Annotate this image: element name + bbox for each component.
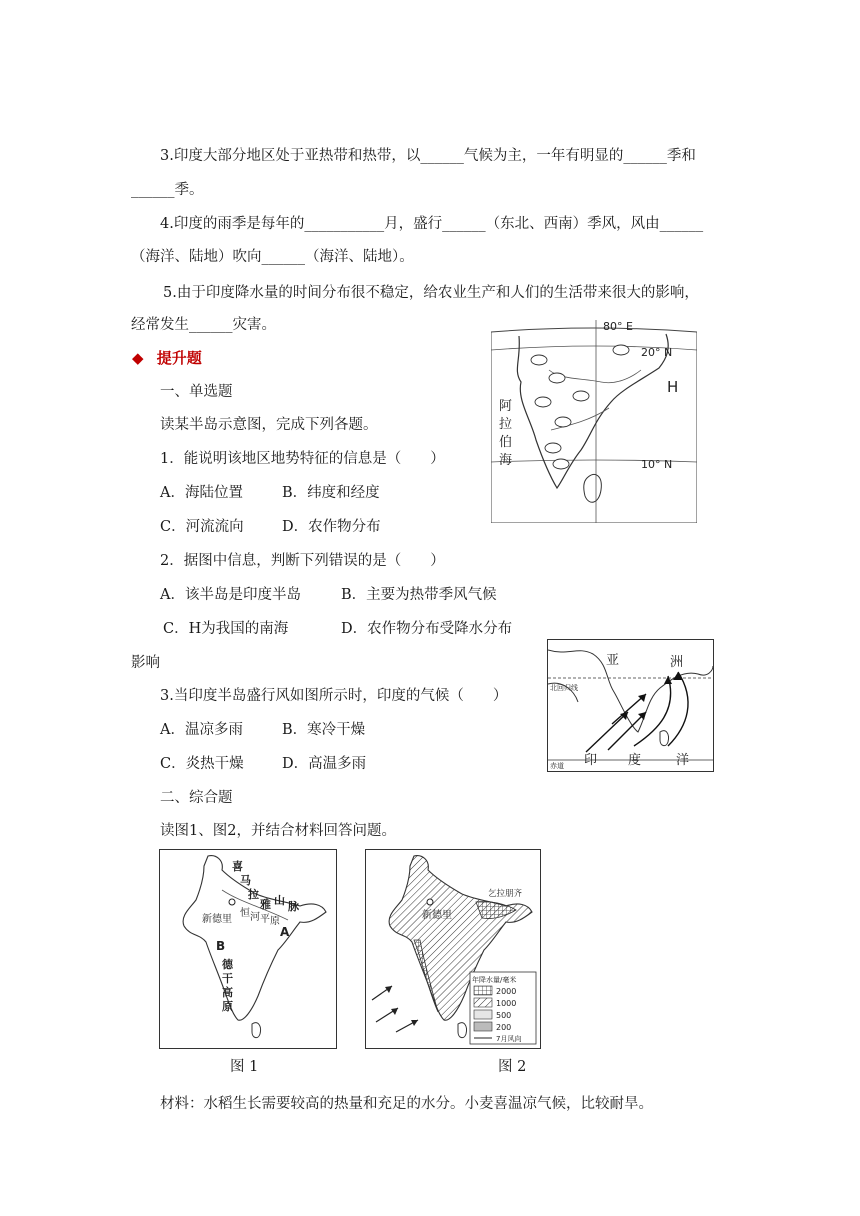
legend-value: 500 [496, 1011, 512, 1020]
crop-symbol [535, 397, 551, 407]
sea-char: 拉 [499, 417, 513, 432]
label-a: A [280, 925, 290, 939]
p1-q3-a: A．温凉多雨 [160, 722, 243, 738]
plain-char: 平 [260, 914, 270, 925]
p1-q3-c: C．炎热干燥 [160, 756, 244, 772]
figure-1-svg [160, 850, 336, 1048]
arrow-heads [385, 986, 418, 1026]
crop-symbol [531, 355, 547, 365]
label-tropic: 北回归线 [550, 684, 578, 692]
india-outline [183, 856, 326, 1021]
part2-material: 材料：水稻生长需要较高的热量和充足的水分。小麦喜温凉气候，比较耐旱。 [160, 1096, 653, 1112]
q5-line2: 经常发生______灾害。 [131, 317, 276, 333]
p1-q1-stem: 1．能说明该地区地势特征的信息是（ ） [160, 451, 445, 467]
plain-char: 恒 [240, 908, 250, 919]
sri-lanka-outline [252, 1023, 261, 1038]
part1-heading: 一、单选题 [160, 384, 233, 400]
p1-q1-a: A．海陆位置 [160, 485, 243, 501]
p1-q2-d-cont: 影响 [131, 655, 160, 671]
wind-arrows [586, 672, 688, 752]
island-outline [660, 731, 669, 746]
crop-symbol [613, 345, 629, 355]
plain-char: 河 [250, 912, 260, 923]
figure-2-caption: 图 2 [498, 1059, 527, 1075]
delhi-marker [229, 899, 235, 905]
p1-q2-b: B．主要为热带季风气候 [341, 587, 497, 603]
legend-swatch [474, 1022, 492, 1031]
crop-symbol [545, 443, 561, 453]
wind-arrow [608, 712, 646, 750]
plain-char: 原 [270, 916, 280, 927]
q3-line1: 3.印度大部分地区处于亚热带和热带，以______气候为主，一年有明显的______季和 [160, 148, 696, 164]
part1-intro: 读某半岛示意图，完成下列各题。 [160, 417, 378, 433]
himalaya-char: 马 [240, 874, 251, 887]
crop-symbol [549, 373, 565, 383]
legend-swatch [474, 1010, 492, 1019]
label-10n: 10° N [641, 458, 673, 471]
deccan-char: 高 [222, 986, 233, 999]
part2-heading: 二、综合题 [160, 790, 233, 806]
legend-value: 2000 [496, 987, 517, 996]
crop-symbol [553, 459, 569, 469]
island-outline [584, 474, 602, 502]
crop-symbol [573, 391, 589, 401]
himalaya-char: 脉 [288, 900, 299, 913]
deccan-char: 德 [222, 958, 233, 971]
label-ocean-2: 度 [628, 753, 642, 768]
wind-arrow [586, 712, 628, 752]
p1-q3-d: D．高温多雨 [282, 756, 367, 772]
rainfall-legend [470, 972, 536, 1044]
monsoon-map-svg [548, 640, 713, 771]
p1-q2-d: D．农作物分布受降水分布 [341, 621, 513, 637]
sea-char: 阿 [499, 399, 513, 414]
p1-q1-d: D．农作物分布 [282, 519, 381, 535]
legend-title: 年降水量/毫米 [472, 976, 517, 984]
legend-value: 200 [496, 1023, 512, 1032]
q5-line1: 5.由于印度降水量的时间分布很不稳定，给农业生产和人们的生活带来很大的影响， [163, 285, 699, 301]
deccan-char: 原 [222, 1000, 233, 1013]
himalaya-char: 喜 [232, 860, 243, 873]
label-asia-2: 洲 [670, 655, 684, 670]
p1-q3-stem: 3.当印度半岛盛行风如图所示时，印度的气候（ ） [160, 688, 508, 704]
section-header [132, 348, 202, 368]
himalaya-char: 拉 [248, 888, 259, 901]
label-asia-1: 亚 [606, 653, 620, 668]
label-b: B [216, 939, 226, 953]
deccan-label [222, 957, 234, 1013]
label-delhi: 新德里 [422, 910, 452, 921]
p1-q2-a: A．该半岛是印度半岛 [160, 587, 301, 603]
label-city: 乞拉朋齐 [488, 889, 523, 899]
sea-char: 伯 [499, 435, 513, 450]
p1-q2-stem: 2．据图中信息，判断下列错误的是（ ） [160, 553, 445, 569]
himalaya-char: 雅 [260, 898, 271, 911]
peninsula-map [491, 320, 697, 523]
legend-value: 1000 [496, 999, 517, 1008]
diamond-icon: ◆ [132, 349, 144, 367]
q3-line2: ______季。 [131, 182, 204, 198]
figure-2-svg [366, 850, 540, 1048]
sri-lanka-outline [458, 1023, 467, 1038]
q4-line2: （海洋、陆地）吹向______（海洋、陆地）。 [131, 249, 414, 265]
wind-arrow [634, 676, 671, 746]
figure-1-caption: 图 1 [230, 1059, 259, 1075]
himalaya-label [232, 859, 300, 913]
p1-q1-b: B．纬度和经度 [282, 485, 380, 501]
peninsula-map-svg [491, 320, 697, 523]
figure-2 [365, 849, 541, 1049]
figure-1 [159, 849, 337, 1049]
section-title: 提升题 [156, 349, 202, 367]
deccan-char: 干 [222, 972, 233, 985]
label-80e: 80° E [603, 320, 633, 333]
p1-q1-c: C．河流流向 [160, 519, 244, 535]
part2-intro: 读图1、图2，并结合材料回答问题。 [160, 823, 396, 839]
delhi-marker [427, 899, 433, 905]
himalaya-char: 山 [274, 894, 285, 907]
label-delhi: 新德里 [202, 914, 232, 925]
q4-line1: 4.印度的雨季是每年的___________月，盛行______（东北、西南）季风，风由______ [160, 216, 704, 232]
p1-q3-b: B．寒冷干燥 [282, 722, 366, 738]
label-ocean-1: 印 [584, 753, 598, 768]
monsoon-map [547, 639, 714, 772]
label-20n: 20° N [641, 346, 673, 359]
label-ocean-3: 洋 [676, 753, 690, 768]
p1-q2-c: C．H为我国的南海 [163, 621, 289, 637]
crop-symbol [555, 417, 571, 427]
legend-swatch [474, 998, 492, 1007]
sea-char: 海 [499, 453, 513, 468]
label-equator: 赤道 [550, 762, 564, 770]
label-h: H [667, 378, 679, 396]
legend-wind-label: 7月风向 [496, 1035, 522, 1043]
legend-swatch [474, 986, 492, 995]
